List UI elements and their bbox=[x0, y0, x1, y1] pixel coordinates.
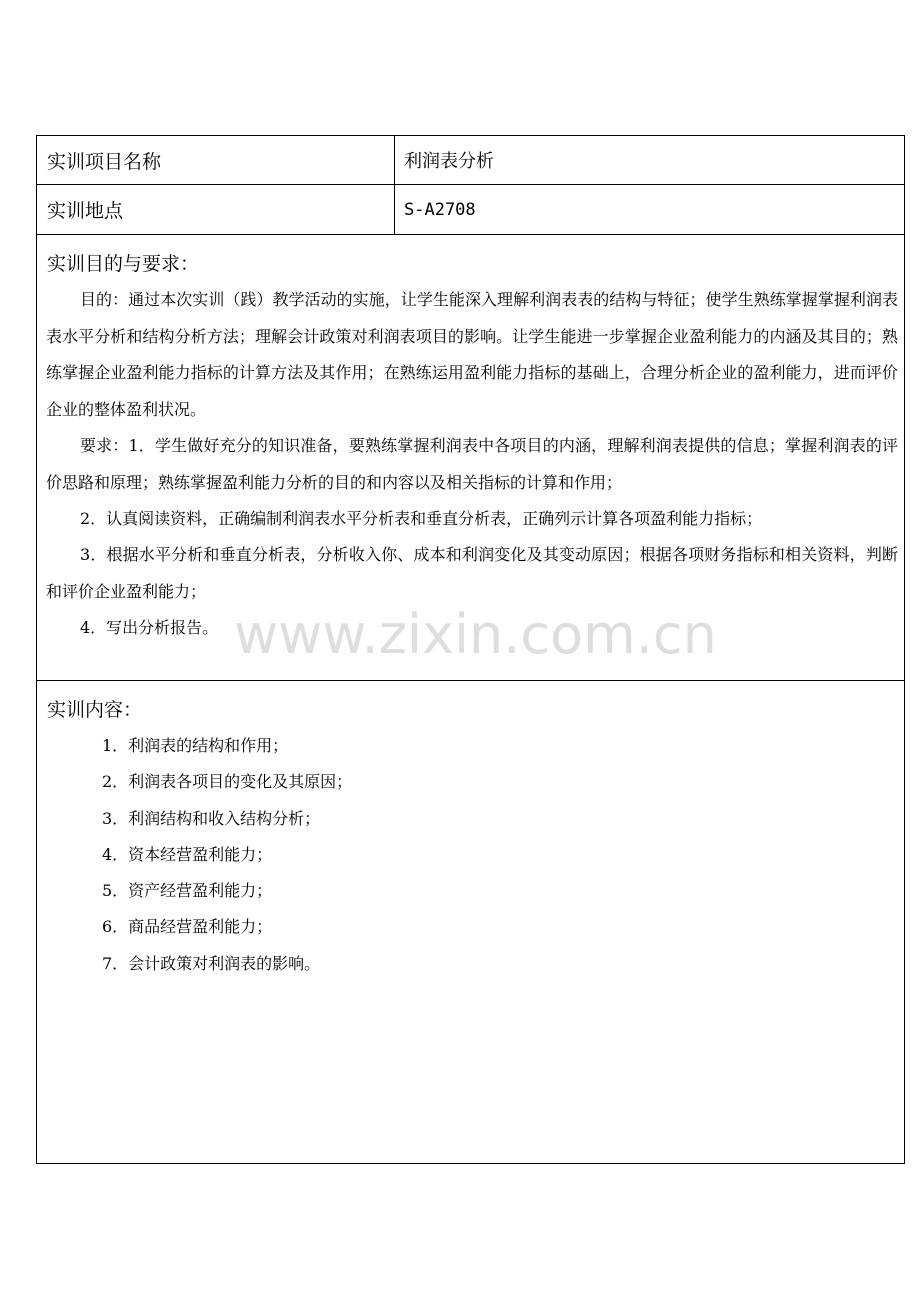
content-list-item: 5．资产经营盈利能力； bbox=[102, 881, 273, 901]
content-list bbox=[102, 728, 352, 982]
location-label: 实训地点 bbox=[37, 185, 395, 234]
goal-requirements-section bbox=[37, 235, 904, 681]
content-list-item: 3．利润结构和收入结构分析； bbox=[102, 808, 321, 828]
requirement-4-paragraph: 4．写出分析报告。 bbox=[80, 618, 219, 637]
requirement-3-paragraph: 3．根据水平分析和垂直分析表，分析收入你、成本和利润变化及其变动原因；根据各项财务指标和相关资料，判断和评价企业盈利能力； bbox=[46, 545, 898, 601]
content-list-item: 4．资本经营盈利能力； bbox=[102, 844, 273, 864]
content-list-item: 2．利润表各项目的变化及其原因； bbox=[102, 772, 353, 792]
training-info-table bbox=[36, 135, 905, 1164]
project-name-value: 利润表分析 bbox=[404, 151, 494, 172]
requirement-1-paragraph: 要求：1．学生做好充分的知识准备，要熟练掌握利润表中各项目的内涵，理解利润表提供的信息；掌握利润表的评价思路和原理；熟练掌握盈利能力分析的目的和内容以及相关指标的计算和作用； bbox=[46, 436, 898, 492]
content-list-item: 7．会计政策对利润表的影响。 bbox=[102, 953, 321, 973]
project-name-row bbox=[37, 136, 904, 185]
goal-section-title: 实训目的与要求： bbox=[47, 253, 200, 275]
requirement-2-paragraph: 2．认真阅读资料，正确编制利润表水平分析表和垂直分析表，正确列示计算各项盈利能力指标； bbox=[80, 509, 763, 528]
location-value: S-A2708 bbox=[404, 199, 476, 220]
project-name-label: 实训项目名称 bbox=[37, 136, 395, 184]
content-list-item: 6．商品经营盈利能力； bbox=[102, 917, 273, 937]
content-list-item: 1．利润表的结构和作用； bbox=[102, 736, 289, 755]
purpose-paragraph: 目的：通过本次实训（践）教学活动的实施，让学生能深入理解利润表表的结构与特征；使学生熟练掌握掌握利润表表水平分析和结构分析方法；理解会计政策对利润表项目的影响。让学生能进一步掌握企业盈利能力的内涵及其目的；熟练掌握企业盈利能力指标的计算方法及其作用；在熟练运用盈利能力指标的基础上，合理分析企业的盈利能力，进而评价企业的整体盈利状况。 bbox=[46, 290, 898, 419]
location-row bbox=[37, 185, 904, 235]
watermark-text: www.zixin.com.cn bbox=[234, 603, 717, 666]
content-section-title: 实训内容： bbox=[47, 699, 143, 721]
content-section bbox=[37, 681, 904, 1163]
